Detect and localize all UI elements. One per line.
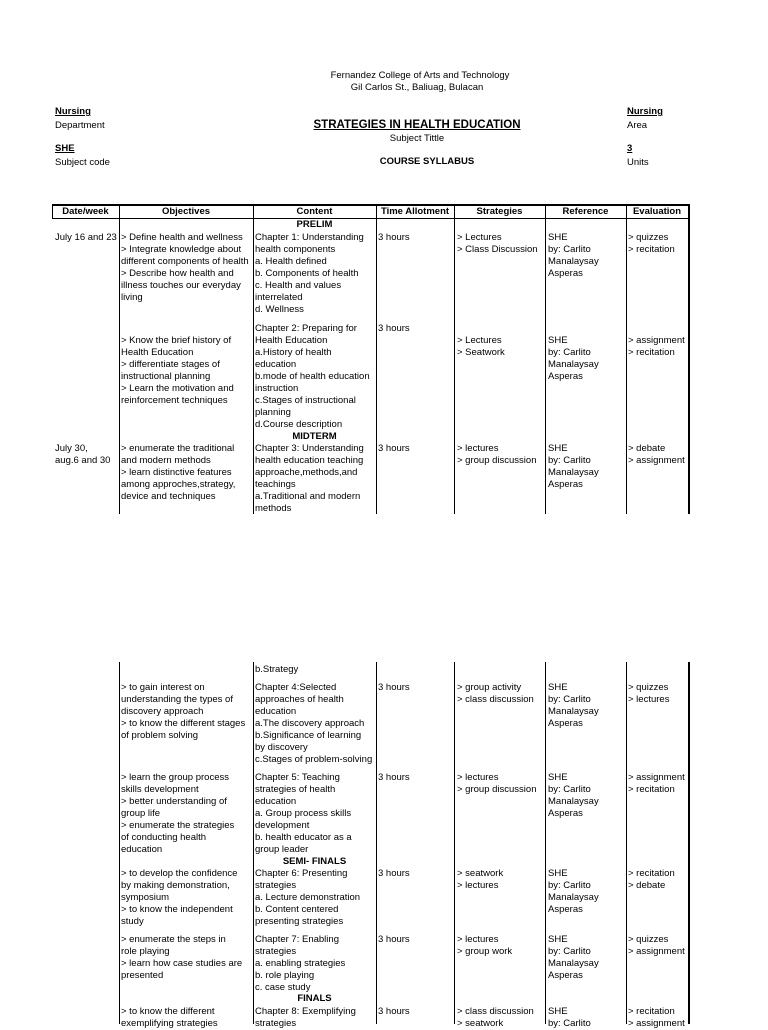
carry-content: b.Strategy <box>255 664 299 675</box>
area-value: Nursing <box>627 106 663 117</box>
row1-date: July 16 and 23 <box>55 232 117 243</box>
col-header-evaluation: Evaluation <box>632 206 682 217</box>
units-value: 3 <box>627 143 633 154</box>
row6-objectives: > to develop the confidence by making demonstration, symposium > to know the independent study <box>121 868 238 927</box>
col-border <box>253 662 254 1024</box>
row5-strategies: > lectures > group discussion <box>457 772 537 795</box>
row2-strategies: > Lectures > Seatwork <box>457 335 505 358</box>
row6-strategies: > seatwork > lectures <box>457 868 504 891</box>
department-value: Nursing <box>55 106 91 117</box>
col-header-time: Time Allotment <box>380 206 450 217</box>
col-header-objectives: Objectives <box>161 206 211 217</box>
row5-objectives: > learn the group process skills development > better understanding of group life > enumerate the strategies of conducting health education <box>121 772 235 855</box>
row2-objectives: > Know the brief history of Health Education > differentiate stages of instructional planning > Learn the motivation and reinforcement techniques <box>121 335 234 406</box>
section-semi-finals: SEMI- FINALS <box>282 856 347 867</box>
col-header-date: Date/week <box>62 206 109 217</box>
col-border <box>119 662 120 1024</box>
row1-time: 3 hours <box>378 232 410 243</box>
row3-reference: SHE by: Carlito Manalaysay Asperas <box>548 443 599 490</box>
row8-reference: SHE by: Carlito <box>548 1006 591 1029</box>
col-border <box>119 204 120 514</box>
college-address: Gil Carlos St., Baliuag, Bulacan <box>350 82 484 93</box>
col-border <box>376 662 377 1024</box>
col-border <box>626 662 627 1024</box>
row7-time: 3 hours <box>378 934 410 945</box>
units-label: Units <box>627 157 649 168</box>
row7-strategies: > lectures > group work <box>457 934 513 957</box>
col-border <box>626 204 627 514</box>
row8-time: 3 hours <box>378 1006 410 1017</box>
row4-reference: SHE by: Carlito Manalaysay Asperas <box>548 682 599 729</box>
col-header-strategies: Strategies <box>476 206 523 217</box>
row5-content: Chapter 5: Teaching strategies of health education a. Group process skills development b. health educator as a group leader <box>255 772 352 855</box>
row1-objectives: > Define health and wellness > Integrate knowledge about different components of health > Describe how health and illness touches our everyday living <box>121 232 249 303</box>
col-border <box>253 204 254 514</box>
row3-objectives: > enumerate the traditional and modern methods > learn distinctive features among approches,strategy, device and techniques <box>121 443 236 502</box>
row5-evaluation: > assignment > recitation <box>628 772 685 795</box>
col-border <box>688 204 690 514</box>
row8-objectives: > to know the different exemplifying strategies <box>121 1006 218 1029</box>
col-border <box>545 662 546 1024</box>
row2-reference: SHE by: Carlito Manalaysay Asperas <box>548 335 599 382</box>
subject-title-label: Subject Tittle <box>389 133 445 144</box>
row2-evaluation: > assignment > recitation <box>628 335 685 358</box>
row7-objectives: > enumerate the steps in role playing > learn how case studies are presented <box>121 934 243 981</box>
row8-strategies: > class discussion > seatwork <box>457 1006 534 1029</box>
row5-reference: SHE by: Carlito Manalaysay Asperas <box>548 772 599 819</box>
row7-reference: SHE by: Carlito Manalaysay Asperas <box>548 934 599 981</box>
col-border <box>376 204 377 514</box>
col-header-content: Content <box>296 206 333 217</box>
row8-content: Chapter 8: Exemplifying strategies <box>255 1006 356 1029</box>
row3-evaluation: > debate > assignment <box>628 443 685 466</box>
row4-objectives: > to gain interest on understanding the types of discovery approach > to know the different stages of problem solving <box>121 682 246 741</box>
area-label: Area <box>627 120 648 131</box>
course-syllabus-heading: COURSE SYLLABUS <box>379 156 475 167</box>
col-border <box>688 662 690 1024</box>
section-midterm: MIDTERM <box>292 431 337 442</box>
section-finals: FINALS <box>297 993 332 1004</box>
row1-content: Chapter 1: Understanding health components a. Health defined b. Components of health c. Health and values interrelated d. Wellness <box>255 232 364 315</box>
col-border <box>454 204 455 514</box>
col-header-reference: Reference <box>562 206 609 217</box>
row6-reference: SHE by: Carlito Manalaysay Asperas <box>548 868 599 915</box>
row2-content: Chapter 2: Preparing for Health Education a.History of health education b.mode of health education instruction c.Stages of instructional planning d.Course description <box>255 323 370 430</box>
row7-evaluation: > quizzes > assignment <box>628 934 685 957</box>
row3-date: July 30, aug.6 and 30 <box>55 443 111 466</box>
row4-time: 3 hours <box>378 682 410 693</box>
row2-time: 3 hours <box>378 323 410 334</box>
row6-evaluation: > recitation > debate <box>628 868 675 891</box>
department-label: Department <box>55 120 105 131</box>
subject-code-value: SHE <box>55 143 75 154</box>
row1-reference: SHE by: Carlito Manalaysay Asperas <box>548 232 599 279</box>
row4-strategies: > group activity > class discussion <box>457 682 534 705</box>
subject-code-label: Subject code <box>55 157 110 168</box>
row4-content: Chapter 4:Selected approaches of health education a.The discovery approach b.Significance of learning by discovery c.Stages of problem-solving <box>255 682 373 765</box>
row5-time: 3 hours <box>378 772 410 783</box>
row1-strategies: > Lectures > Class Discussion <box>457 232 538 255</box>
row4-evaluation: > quizzes > lectures <box>628 682 670 705</box>
col-border <box>454 662 455 1024</box>
row1-evaluation: > quizzes > recitation <box>628 232 675 255</box>
row6-content: Chapter 6: Presenting strategies a. Lecture demonstration b. Content centered presenting strategies <box>255 868 361 927</box>
row3-content: Chapter 3: Understanding health education teaching approache,methods,and teachings a.Traditional and modern methods <box>255 443 364 514</box>
row7-content: Chapter 7: Enabling strategies a. enabling strategies b. role playing c. case study <box>255 934 346 993</box>
subject-title: STRATEGIES IN HEALTH EDUCATION <box>313 119 521 131</box>
section-prelim: PRELIM <box>296 219 333 230</box>
row3-time: 3 hours <box>378 443 410 454</box>
row6-time: 3 hours <box>378 868 410 879</box>
col-border <box>545 204 546 514</box>
college-name: Fernandez College of Arts and Technology <box>330 70 510 81</box>
row8-evaluation: > recitation > assignment <box>628 1006 685 1029</box>
row3-strategies: > lectures > group discussion <box>457 443 537 466</box>
